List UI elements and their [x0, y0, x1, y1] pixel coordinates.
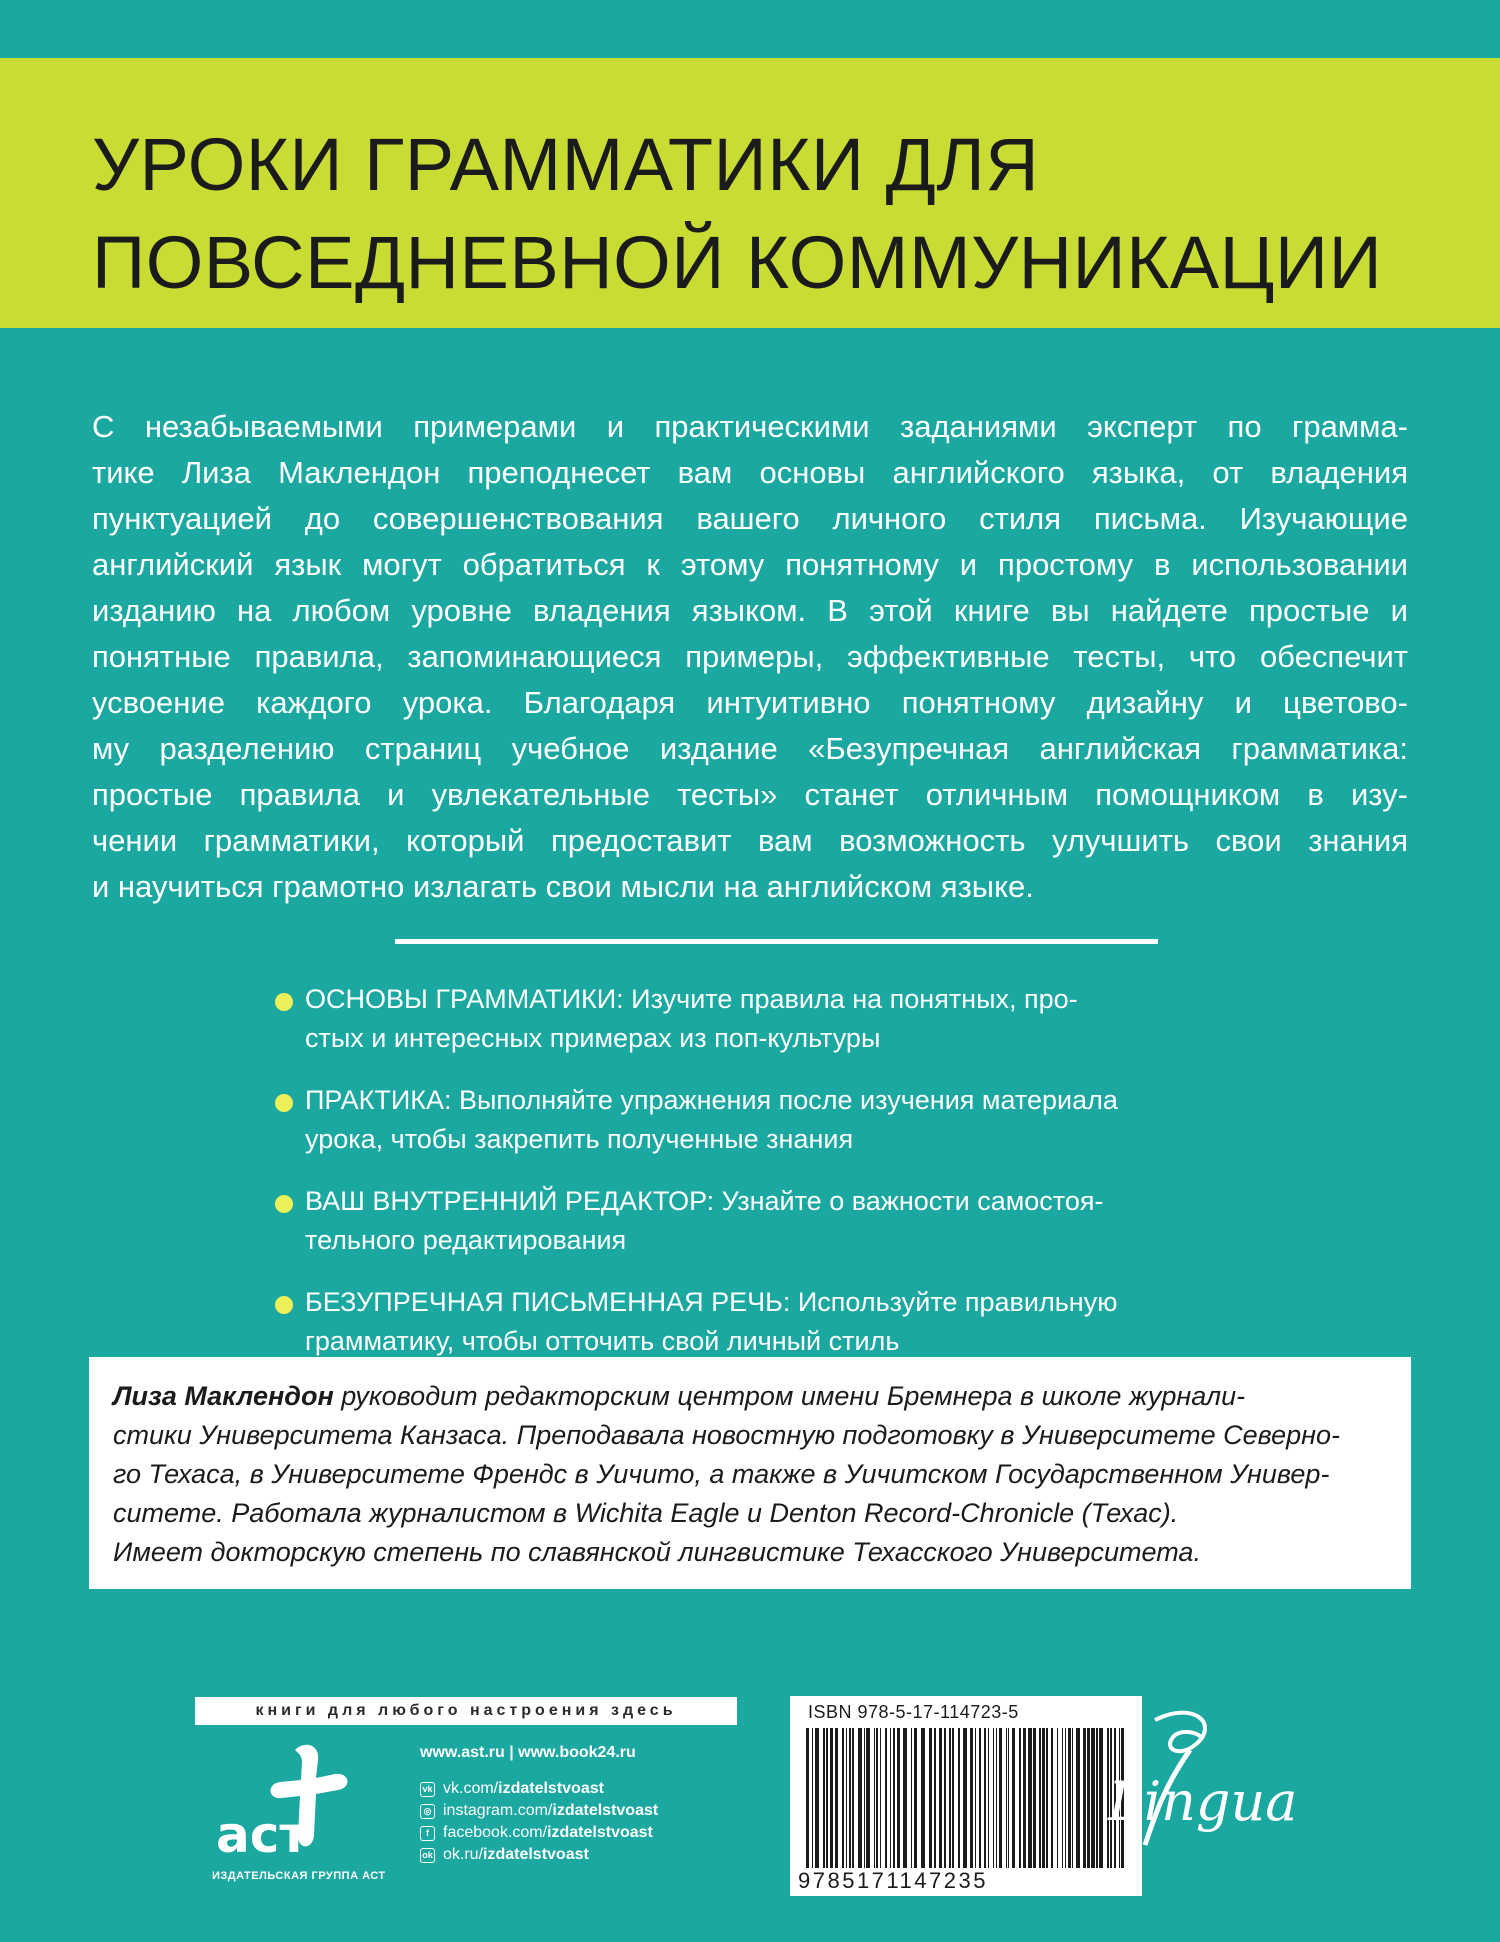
barcode-bar — [914, 1728, 917, 1868]
publisher-caption: ИЗДАТЕЛЬСКАЯ ГРУППА АСТ — [212, 1870, 386, 1882]
barcode-bar — [830, 1728, 833, 1868]
bullet-icon — [275, 1296, 293, 1314]
barcode-bar — [1065, 1728, 1066, 1868]
title-line-2: ПОВСЕДНЕВНОЙ КОММУНИКАЦИИ — [92, 221, 1383, 304]
barcode-bar — [1042, 1728, 1045, 1868]
barcode-bar — [874, 1728, 875, 1868]
barcode-bar — [842, 1728, 844, 1868]
feature-item — [275, 1081, 1235, 1159]
barcode-bar — [963, 1728, 967, 1868]
barcode-bar — [890, 1728, 891, 1868]
barcode-bar — [864, 1728, 865, 1868]
ast-logo-icon — [210, 1740, 370, 1870]
barcode-bar — [939, 1728, 942, 1868]
barcode-bar — [958, 1728, 960, 1868]
lingua-logo-text: Lingua — [1108, 1770, 1298, 1833]
feature-text: грамматику, чтобы отточить свой личный стиль — [305, 1326, 900, 1356]
bio-line: стики Университета Канзаса. Преподавала новостную подготовку в Университете Северно- — [113, 1420, 1341, 1450]
barcode-bar — [1033, 1728, 1036, 1868]
feature-item — [275, 980, 1235, 1058]
barcode-bar — [952, 1728, 954, 1868]
barcode-bar — [988, 1728, 989, 1868]
barcode-bar — [852, 1728, 854, 1868]
bullet-icon — [275, 993, 293, 1011]
description-line: тике Лиза Маклендон преподнесет вам основы английского языка, от владения — [92, 455, 1408, 490]
description-line: усвоение каждого урока. Благодаря интуитивно понятному дизайну и цветово- — [92, 685, 1408, 720]
barcode-bar — [1023, 1728, 1026, 1868]
barcode-bar — [1008, 1728, 1009, 1868]
publisher-links — [420, 1744, 658, 1866]
barcode-bar — [826, 1728, 828, 1868]
feature-text: БЕЗУПРЕЧНАЯ ПИСЬМЕННАЯ РЕЧЬ: Используйте правильную — [305, 1287, 1118, 1317]
barcode-bar — [866, 1728, 870, 1868]
barcode-bar — [876, 1728, 878, 1868]
barcode-bar — [880, 1728, 881, 1868]
description-line: чении грамматики, который предоставит вам возможность улучшить свои знания — [92, 823, 1408, 858]
barcode-bar — [970, 1728, 973, 1868]
barcode-bar — [1068, 1728, 1071, 1868]
barcode-bar — [1062, 1728, 1063, 1868]
barcode-bar — [984, 1728, 986, 1868]
feature-list — [275, 980, 1235, 1384]
ok-icon: ok — [420, 1848, 435, 1863]
isbn-label: ISBN 978-5-17-114723-5 — [808, 1702, 1019, 1722]
barcode-bar — [812, 1728, 813, 1868]
barcode-bar — [993, 1728, 994, 1868]
barcode-bar — [1019, 1728, 1021, 1868]
barcode-bar — [903, 1728, 907, 1868]
barcode-bar — [979, 1728, 981, 1868]
feature-text: ВАШ ВНУТРЕННИЙ РЕДАКТОР: Узнайте о важности самостоя- — [305, 1186, 1104, 1216]
barcode-bar — [858, 1728, 862, 1868]
social-link[interactable]: ok ok.ru/ izdatelstvoast — [420, 1844, 658, 1866]
barcode-bar — [996, 1728, 997, 1868]
feature-text: стых и интересных примерах из поп-культуры — [305, 1023, 881, 1053]
bio-line: Имеет докторскую степень по славянской лингвистике Техасского Университета. — [113, 1537, 1201, 1567]
author-name: Лиза Маклендон — [113, 1381, 334, 1411]
description-line: изданию на любом уровне владения языком. В этой книге вы найдете простые и — [92, 593, 1408, 628]
description-line: му разделению страниц учебное издание «Безупречная английская грамматика: — [92, 731, 1408, 766]
feature-text: урока, чтобы закрепить полученные знания — [305, 1124, 854, 1154]
barcode-bar — [1046, 1728, 1048, 1868]
barcode-bar — [897, 1728, 900, 1868]
bio-line — [113, 1377, 1381, 1416]
divider — [395, 939, 1158, 944]
author-bio — [89, 1357, 1411, 1589]
barcode-bar — [815, 1728, 819, 1868]
barcode-bar — [1039, 1728, 1041, 1868]
bullet-icon — [275, 1195, 293, 1213]
barcode-bar — [849, 1728, 851, 1868]
facebook-icon: f — [420, 1826, 435, 1841]
bio-line: го Техаса, в Университете Френдс в Уичито, а также в Уичитском Государственном Универ- — [113, 1459, 1330, 1489]
barcode-bar — [835, 1728, 838, 1868]
description-line: простые правила и увлекательные тесты» станет отличным помощником в изу- — [92, 777, 1408, 812]
social-link[interactable]: f facebook.com/ izdatelstvoast — [420, 1822, 658, 1844]
bio-text: руководит редакторским центром имени Бремнера в школе журнали- — [333, 1381, 1246, 1411]
barcode-bar — [823, 1728, 825, 1868]
barcode-bar — [893, 1728, 895, 1868]
feature-text: ПРАКТИКА: Выполняйте упражнения после изучения материала — [305, 1085, 1118, 1115]
feature-item — [275, 1182, 1235, 1260]
barcode-bar — [975, 1728, 976, 1868]
barcode-bar — [911, 1728, 912, 1868]
barcode-bar — [1012, 1728, 1015, 1868]
feature-text: ОСНОВЫ ГРАММАТИКИ: Изучите правила на понятных, про- — [305, 984, 1078, 1014]
barcode-bar — [999, 1728, 1002, 1868]
barcode-bar — [1006, 1728, 1007, 1868]
barcode-bar — [921, 1728, 925, 1868]
barcode-bar — [1057, 1728, 1058, 1868]
barcode-bar — [949, 1728, 951, 1868]
barcode-bar — [846, 1728, 847, 1868]
bio-line: ситете. Работала журналистом в Wichita Eagle и Denton Record-Chronicle (Техас). — [113, 1498, 1179, 1528]
barcode-bar — [1076, 1728, 1080, 1868]
barcode-bar — [806, 1728, 809, 1868]
social-link[interactable]: vk vk.com/ izdatelstvoast — [420, 1778, 658, 1800]
description-line: английский язык могут обратиться к этому понятному и простому в использовании — [92, 547, 1408, 582]
barcode-bar — [934, 1728, 936, 1868]
description-line: и научиться грамотно излагать свои мысли на английском языке. — [92, 869, 1034, 904]
barcode-icon — [802, 1728, 1130, 1868]
feature-text: тельного редактирования — [305, 1225, 627, 1255]
description-line: понятные правила, запоминающиеся примеры, эффективные тесты, что обеспечит — [92, 639, 1408, 674]
social-link[interactable]: ◎ instagram.com/ izdatelstvoast — [420, 1800, 658, 1822]
bullet-icon — [275, 1094, 293, 1112]
description-line: пунктуацией до совершенствования вашего личного стиля письма. Изучающие — [92, 501, 1408, 536]
barcode-bar — [929, 1728, 932, 1868]
instagram-icon: ◎ — [420, 1804, 435, 1819]
website-links[interactable]: www.ast.ru | www.book24.ru — [420, 1744, 636, 1761]
barcode-bar — [1051, 1728, 1053, 1868]
publisher-tagline: книги для любого настроения здесь — [195, 1697, 737, 1725]
barcode-bar — [885, 1728, 887, 1868]
description-line: С незабываемыми примерами и практическими заданиями эксперт по грамма- — [92, 409, 1408, 444]
barcode-bar — [1072, 1728, 1073, 1868]
vk-icon: vk — [420, 1782, 435, 1797]
barcode-bar — [944, 1728, 946, 1868]
barcode-bar — [1028, 1728, 1032, 1868]
title-line-1: УРОКИ ГРАММАТИКИ ДЛЯ — [92, 123, 1040, 206]
description — [92, 404, 1408, 910]
feature-item — [275, 1283, 1235, 1361]
isbn-digits: 9785171147235 — [798, 1868, 988, 1893]
ast-logo-text: аст — [216, 1806, 309, 1864]
